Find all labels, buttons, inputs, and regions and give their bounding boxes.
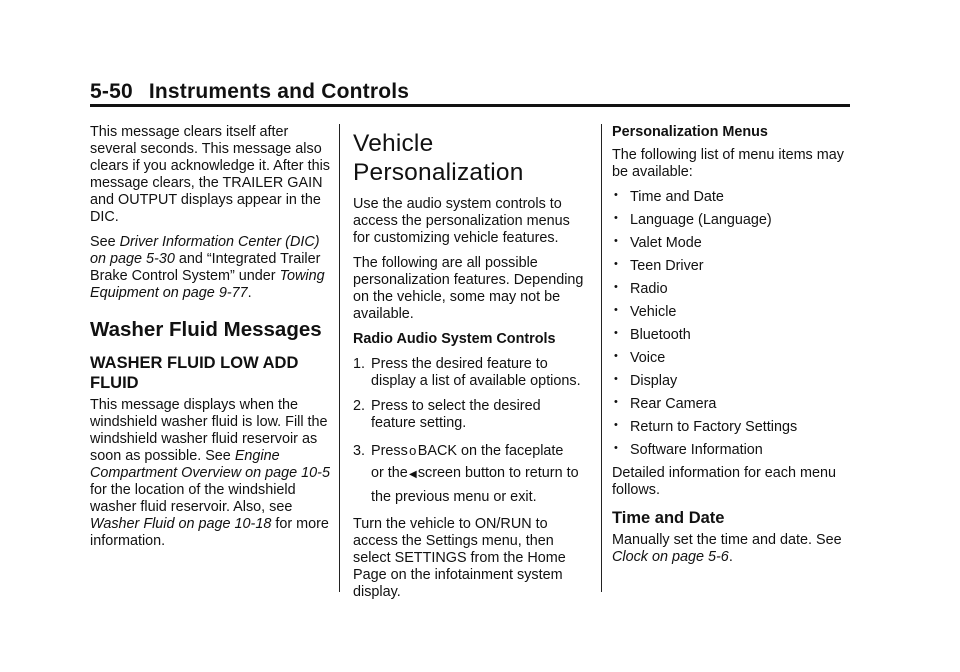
menu-item-label: Time and Date xyxy=(630,189,724,205)
menu-list-item xyxy=(612,419,854,436)
text-run: or the xyxy=(371,465,408,481)
menu-list-item xyxy=(612,235,854,252)
text-run: and “Integrated Trailer Brake Control System” under xyxy=(90,251,321,284)
step-text xyxy=(371,440,589,508)
step-text: Press the desired feature to display a list of available options. xyxy=(371,356,581,389)
bullet-icon: • xyxy=(614,373,618,385)
personalization-menus-label: Personalization Menus xyxy=(612,124,768,140)
bullet-icon: • xyxy=(614,396,618,408)
menu-item-label: Rear Camera xyxy=(630,396,717,412)
step-number: 2. xyxy=(353,398,366,414)
bullet-icon: • xyxy=(614,189,618,201)
time-and-date-paragraph xyxy=(612,532,854,566)
step-item xyxy=(353,356,589,390)
back-icon: o xyxy=(409,443,417,458)
text-run: See xyxy=(90,234,120,250)
settings-access-paragraph: Turn the vehicle to ON/RUN to access the Settings menu, then select SETTINGS from the Home Page on the infotainment system display. xyxy=(353,516,566,600)
towing-cross-reference[interactable]: Towing Equipment on page 9-77 xyxy=(90,268,325,301)
menu-item-label: Vehicle xyxy=(630,304,677,320)
washer-fluid-paragraph xyxy=(90,397,330,550)
bullet-icon: • xyxy=(614,442,618,454)
menu-list-item xyxy=(612,373,854,390)
menu-list-item xyxy=(612,258,854,275)
text-run: for the location of the windshield washer fluid reservoir. Also, see xyxy=(90,482,296,515)
washer-fluid-heading: Washer Fluid Messages xyxy=(90,318,322,341)
clock-cross-reference[interactable]: Clock on page 5-6 xyxy=(612,549,729,565)
see-dic-paragraph xyxy=(90,234,330,302)
text-run: for more information. xyxy=(90,516,329,549)
text-run: This message displays when the windshield washer fluid is low. Fill the windshield washer fluid reservoir as soon as possible. See xyxy=(90,397,328,464)
menu-item-label: Teen Driver xyxy=(630,258,704,274)
menu-list-item xyxy=(612,281,854,298)
menu-item-label: Bluetooth xyxy=(630,327,691,343)
chapter-title: Instruments and Controls xyxy=(148,80,410,103)
menu-items-list xyxy=(612,189,854,459)
bullet-icon: • xyxy=(614,281,618,293)
column-middle xyxy=(353,124,589,609)
menu-item-label: Display xyxy=(630,373,678,389)
intro-paragraph: Use the audio system controls to access the personalization menus for customizing vehicle features. xyxy=(353,196,570,246)
dic-cross-reference[interactable]: Driver Information Center (DIC) on page 5-30 xyxy=(90,234,320,267)
vehicle-personalization-heading: Vehicle Personalization xyxy=(353,130,524,186)
bullet-icon: • xyxy=(614,258,618,270)
menu-item-label: Radio xyxy=(630,281,668,297)
menu-intro-paragraph: The following list of menu items may be available: xyxy=(612,147,844,180)
text-run: . xyxy=(728,549,733,565)
column-divider-right xyxy=(601,124,602,592)
text-run: BACK on the faceplate xyxy=(417,443,564,459)
radio-controls-label: Radio Audio System Controls xyxy=(353,331,556,347)
page-number: 5-50 xyxy=(90,80,133,103)
bullet-icon: • xyxy=(614,304,618,316)
header-rule xyxy=(90,104,850,107)
menu-item-label: Software Information xyxy=(630,442,763,458)
menu-item-label: Return to Factory Settings xyxy=(630,419,798,435)
column-left xyxy=(90,124,330,558)
text-run: screen button to return to the previous menu or exit. xyxy=(371,465,579,505)
bullet-icon: • xyxy=(614,419,618,431)
menu-item-label: Voice xyxy=(630,350,666,366)
step-number: 1. xyxy=(353,356,366,372)
menu-item-label: Language (Language) xyxy=(630,212,772,228)
washer-fluid-cross-reference[interactable]: Washer Fluid on page 10-18 xyxy=(90,516,272,532)
text-run: . xyxy=(247,285,252,301)
page-header xyxy=(90,80,409,104)
menu-list-item xyxy=(612,304,854,321)
detail-paragraph: Detailed information for each menu follows. xyxy=(612,465,836,498)
step-text: Press to select the desired feature setting. xyxy=(371,398,541,431)
trailer-message-paragraph: This message clears itself after several seconds. This message also clears if you acknowledge it. After this message clears, the TRAILER GAIN and OUTPUT displays appear in the DIC. xyxy=(90,124,330,225)
text-run: Press xyxy=(371,443,408,459)
text-run: Manually set the time and date. See xyxy=(612,532,842,548)
step-item xyxy=(353,440,589,508)
column-divider-left xyxy=(339,124,340,592)
washer-fluid-low-subheading: WASHER FLUID LOW ADD FLUID xyxy=(90,354,299,392)
bullet-icon: • xyxy=(614,212,618,224)
menu-list-item xyxy=(612,327,854,344)
menu-item-label: Valet Mode xyxy=(630,235,702,251)
bullet-icon: • xyxy=(614,327,618,339)
menu-list-item xyxy=(612,396,854,413)
menu-list-item xyxy=(612,442,854,459)
bullet-icon: • xyxy=(614,350,618,362)
back-arrow-icon: ◀ xyxy=(408,469,417,480)
time-and-date-heading: Time and Date xyxy=(612,509,725,527)
bullet-icon: • xyxy=(614,235,618,247)
availability-paragraph: The following are all possible personalization features. Depending on the vehicle, some may not be available. xyxy=(353,255,584,322)
engine-compartment-cross-reference[interactable]: Engine Compartment Overview on page 10-5 xyxy=(90,448,330,481)
menu-list-item xyxy=(612,212,854,229)
menu-list-item xyxy=(612,350,854,367)
menu-list-item xyxy=(612,189,854,206)
step-item xyxy=(353,398,589,432)
column-right xyxy=(612,124,854,574)
step-number: 3. xyxy=(353,443,366,459)
